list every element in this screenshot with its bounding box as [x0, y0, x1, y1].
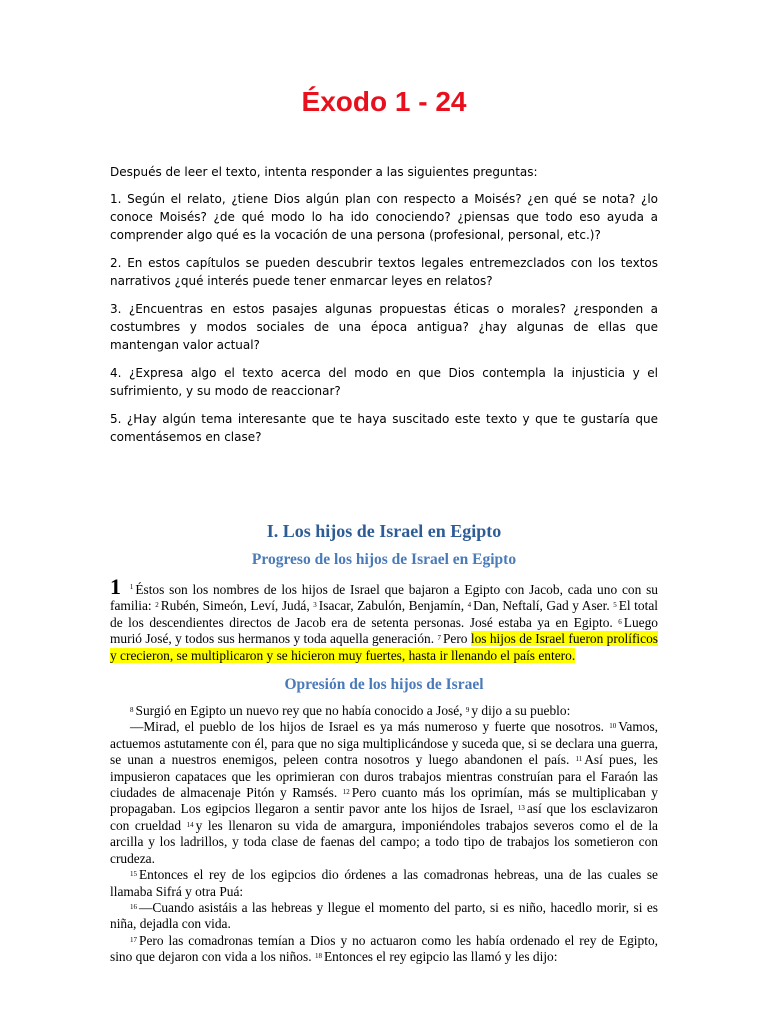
- verse-number: 17: [130, 935, 137, 944]
- verse-text: El total de los descendientes directos de Jacob era de setenta personas. José estaba ya en Egipto.: [110, 598, 658, 630]
- section-heading: I. Los hijos de Israel en Egipto: [266, 521, 502, 541]
- verse-number: 12: [342, 788, 350, 797]
- question-1: 1. Según el relato, ¿tiene Dios algún plan con respecto a Moisés? ¿en qué se nota? ¿lo conoce Moisés? ¿de qué modo lo ha ido conociendo? ¿piensas que todo eso ayuda a comprender algo qué es la vocación de una persona (profesional, personal, etc.)?: [110, 192, 658, 242]
- verse-text: Rubén, Simeón, Leví, Judá,: [160, 598, 310, 614]
- paragraph-4: [110, 867, 658, 900]
- questions-intro: Después de leer el texto, intenta responder a las siguientes preguntas:: [110, 165, 538, 179]
- verse-text: y les llenaron su vida de amargura, imponiéndoles trabajos severos como el de la arcilla y los ladrillos, y toda clase de faenas del campo; a todo tipo de trabajos los sometieron con crudeza.: [110, 817, 658, 866]
- question-5: 5. ¿Hay algún tema interesante que te haya suscitado este texto y que te gustaría que comentásemos en clase?: [110, 412, 658, 444]
- verse-number: 13: [517, 804, 525, 813]
- verse-text: —Mirad, el pueblo de los hijos de Israel es ya más numeroso y fuerte que nosotros.: [130, 719, 605, 735]
- verse-number: 4: [467, 601, 472, 610]
- paragraph-2: [110, 703, 658, 719]
- verse-text: Pero cuanto más los oprimían, más se multiplicaban y propagaban. Los egipcios llegaron a sentir pavor ante los hijos de Israel,: [110, 785, 658, 817]
- verse-number: 7: [437, 634, 441, 643]
- verse-number: 14: [186, 820, 194, 829]
- verse-number: 9: [465, 706, 470, 715]
- verse-number: 8: [130, 706, 134, 715]
- verse-text: Entonces el rey de los egipcios dio órdenes a las comadronas hebreas, una de las cuales se llamaba Sifrá y otra Puá:: [110, 867, 658, 899]
- verse-text: Vamos, actuemos astutamente con él, para que no siga multiplicándose y suceda que, si se declara una guerra, se unan a nuestros enemigos, peleen contra nosotros y luego abandonen el país.: [110, 719, 659, 768]
- paragraph-3: [110, 719, 658, 867]
- verse-text: —Cuando asistáis a las hebreas y llegue el momento del parto, si es niño, hacedlo morir, si es niña, dejadla con vida.: [110, 899, 658, 932]
- verse-number: 10: [609, 722, 617, 731]
- verse-text: Isacar, Zabulón, Benjamín,: [318, 598, 465, 614]
- subheading-oppression: Opresión de los hijos de Israel: [284, 676, 484, 694]
- subheading-progress: Progreso de los hijos de Israel en Egipto: [251, 551, 517, 568]
- paragraph-6: [110, 933, 658, 966]
- chapter-number: 1: [110, 574, 121, 599]
- verse-text: Pero las comadronas temían a Dios y no actuaron como les había ordenado el rey de Egipto, sino que dejaron con vida a los niños.: [110, 932, 658, 965]
- verse-number: 15: [130, 870, 137, 879]
- bible-section: [110, 520, 658, 966]
- question-3: 3. ¿Encuentras en estos pasajes algunas propuestas éticas o morales? ¿responden a costumbres y modos sociales de una época antigua? ¿hay algunas de ellas que mantengan valor actual?: [110, 302, 658, 352]
- verse-number: 1: [129, 583, 134, 591]
- verse-text: Dan, Neftalí, Gad y Aser.: [473, 598, 610, 614]
- verse-number: 16: [130, 902, 137, 911]
- verse-number: 2: [155, 601, 159, 610]
- paragraph-1: [110, 574, 658, 664]
- question-2: 2. En estos capítulos se pueden descubrir textos legales entremezclados con los textos narrativos ¿qué interés puede tener enmarcar leyes en relatos?: [110, 256, 658, 288]
- verse-number: 11: [575, 755, 583, 764]
- verse-number: 6: [618, 617, 622, 626]
- page-title: Éxodo 1 - 24: [301, 86, 467, 117]
- question-4: 4. ¿Expresa algo el texto acerca del modo en que Dios contempla la injusticia y el sufrimiento, y su modo de reaccionar?: [110, 366, 658, 398]
- verse-text: Así pues, les impusieron capataces que les oprimieran con duros trabajos mientras construían para el Faraón las ciudades de almacenaje Pitón y Ramsés.: [110, 752, 658, 801]
- verse-text: Entonces el rey egipcio las llamó y les dijo:: [323, 949, 558, 965]
- bible-text: [110, 574, 659, 966]
- paragraph-5: [110, 900, 658, 933]
- verse-text: y dijo a su pueblo:: [471, 703, 571, 719]
- verse-number: 18: [314, 952, 322, 961]
- verse-text: Surgió en Egipto un nuevo rey que no había conocido a José,: [135, 703, 463, 719]
- questions-block: [110, 163, 658, 456]
- verse-text: Éstos son los nombres de los hijos de Israel que bajaron a Egipto con Jacob, cada uno con su familia:: [110, 582, 658, 614]
- verse-number: 5: [613, 601, 617, 610]
- verse-text: así que los esclavizaron con crueldad: [110, 801, 659, 833]
- verse-text: Pero: [442, 631, 468, 647]
- verse-number: 3: [313, 601, 317, 610]
- highlighted-text: los hijos de Israel fueron prolíficos y crecieron, se multiplicaron y se hicieron muy fuertes, hasta ir llenando el país entero.: [110, 631, 658, 663]
- verse-text: Luego murió José, y todos sus hermanos y toda aquella generación.: [110, 614, 658, 647]
